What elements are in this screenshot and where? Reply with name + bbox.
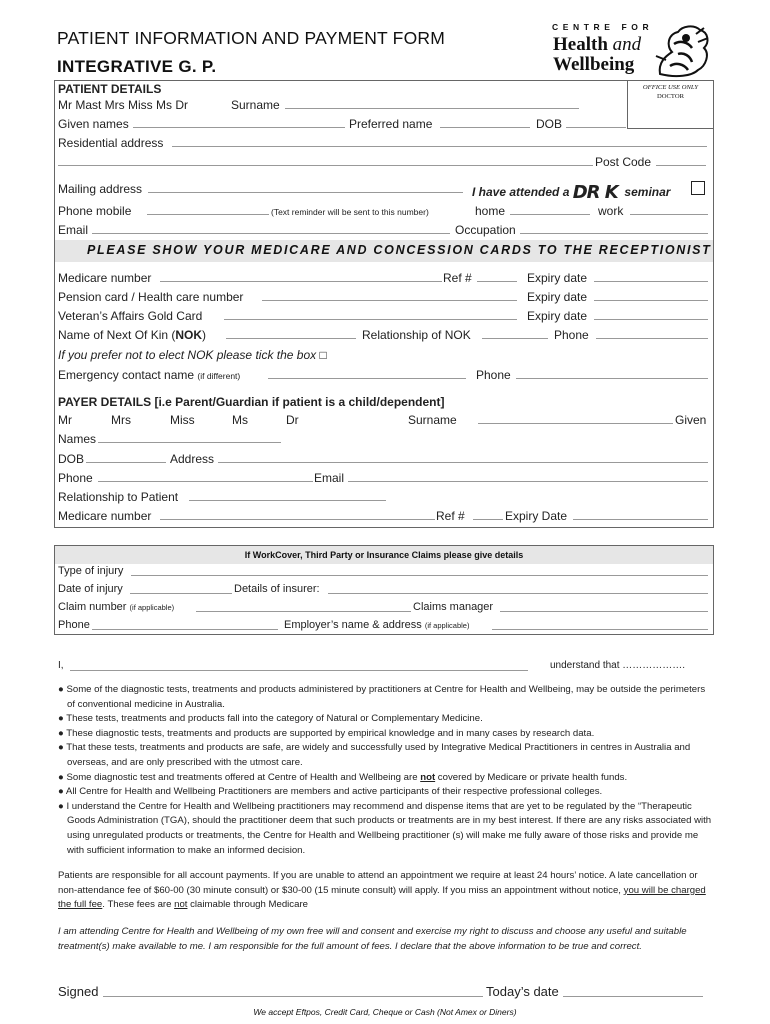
emergency-contact-label: Emergency contact name (if different) [58, 368, 241, 382]
workcover-phone-label: Phone [58, 619, 90, 631]
payer-dob-label: DOB [58, 452, 85, 466]
payer-names-field[interactable] [98, 432, 281, 443]
todays-date-label: Today’s date [486, 984, 559, 999]
nok-label: Name of Next Of Kin (NOK) [58, 328, 207, 342]
payer-title-ms[interactable]: Ms [232, 413, 248, 427]
logo-centre-for: CENTRE FOR [552, 22, 654, 32]
payer-expiry-field[interactable] [573, 509, 708, 520]
mailing-address-label: Mailing address [58, 182, 143, 196]
phone-mobile-field[interactable] [147, 204, 269, 215]
pension-expiry-field[interactable] [594, 290, 708, 301]
payer-ref-field[interactable] [473, 509, 503, 520]
claim-number-field[interactable] [196, 601, 411, 612]
form-title: PATIENT INFORMATION AND PAYMENT FORM [57, 28, 446, 48]
injury-type-label: Type of injury [58, 565, 124, 577]
phone-home-field[interactable] [510, 204, 590, 215]
insurer-label: Details of insurer: [234, 583, 320, 595]
payer-given-label: Given [675, 413, 707, 427]
payer-names-label: Names [58, 432, 97, 446]
insurer-field[interactable] [328, 583, 708, 594]
declaration-text: I am attending Centre for Health and Wellbeing of my own free will and consent and exercise my right to discuss and choose any useful and suitable treatment(s) make available to me. I am responsible for the full amount of fees. I declare that the above information to be true and correct. [58, 926, 687, 952]
handwritten-dr-k: DR K [572, 182, 618, 203]
bullet-item: ● All Centre for Health and Wellbeing Practitioners are members and active participants of their respective professional colleges. [58, 786, 603, 798]
surname-field[interactable] [285, 98, 579, 109]
centre-logo [548, 22, 718, 78]
payer-address-label: Address [170, 452, 215, 466]
payer-phone-label: Phone [58, 471, 93, 485]
payer-medicare-label: Medicare number [58, 509, 152, 523]
pension-expiry-label: Expiry date [527, 290, 588, 304]
medicare-number-field[interactable] [160, 271, 442, 282]
payer-surname-field[interactable] [478, 413, 673, 424]
patient-details-heading: PATIENT DETAILS [58, 82, 162, 96]
veterans-card-field[interactable] [224, 309, 517, 320]
payer-details-heading: PAYER DETAILS [i.e Parent/Guardian if patient is a child/dependent] [58, 395, 445, 409]
veterans-expiry-field[interactable] [594, 309, 708, 320]
dob-field[interactable] [566, 117, 626, 128]
payer-relationship-label: Relationship to Patient [58, 490, 179, 504]
nok-optout-text[interactable]: If you prefer not to elect NOK please tick the box □ [58, 348, 327, 362]
phone-home-label: home [475, 204, 506, 218]
workcover-heading: If WorkCover, Third Party or Insurance Claims please give details [55, 546, 713, 564]
claim-number-label: Claim number (if applicable) [58, 601, 175, 613]
phone-work-label: work [598, 204, 624, 218]
veterans-card-label: Veteran’s Affairs Gold Card [58, 309, 203, 323]
residential-address-label: Residential address [58, 136, 164, 150]
medicare-expiry-field[interactable] [594, 271, 708, 282]
veterans-expiry-label: Expiry date [527, 309, 588, 323]
given-names-label: Given names [58, 117, 129, 131]
payer-title-dr[interactable]: Dr [286, 413, 299, 427]
residential-address-field-2[interactable] [58, 155, 593, 166]
medicare-expiry-label: Expiry date [527, 271, 588, 285]
injury-type-field[interactable] [131, 565, 708, 576]
claims-manager-label: Claims manager [413, 601, 494, 613]
medicare-number-label: Medicare number [58, 271, 152, 285]
payer-expiry-label: Expiry Date [505, 509, 568, 523]
employer-label: Employer’s name & address (if applicable) [284, 619, 470, 631]
payer-phone-field[interactable] [98, 471, 313, 482]
payer-dob-field[interactable] [86, 452, 166, 463]
logo-figure-icon [652, 22, 712, 78]
employer-field[interactable] [492, 619, 708, 630]
payer-medicare-field[interactable] [160, 509, 435, 520]
payer-title-miss[interactable]: Miss [170, 413, 195, 427]
payer-surname-label: Surname [408, 413, 457, 427]
payer-title-mr[interactable]: Mr [58, 413, 72, 427]
given-names-field[interactable] [133, 117, 345, 128]
nok-phone-label: Phone [554, 328, 589, 342]
bullet-item: ● These diagnostic tests, treatments and products are supported by empirical knowledge and in many cases by research data. [58, 727, 595, 739]
payer-email-field[interactable] [348, 471, 708, 482]
medicare-ref-label: Ref # [443, 271, 472, 285]
workcover-phone-field[interactable] [92, 619, 278, 630]
email-label: Email [58, 223, 89, 237]
surname-label: Surname [231, 98, 280, 112]
bullet-item: ● I understand the Centre for Health and Wellbeing practitioners may recommend and dispense items that are yet to be regulated by the “Therapeutic Goods Administration (TGA), should the practitioner deem that such products or treatments are in my best interest. If there are any risks associated with using unregulated products or treatments, the Centre for Health and Wellbeing practitioner (s) will make me fully aware of those risks and provide me with sufficient information to make an informed decision. [58, 800, 712, 856]
occupation-field[interactable] [520, 223, 708, 234]
logo-health-and: Health and [553, 34, 642, 55]
text-reminder-note: (Text reminder will be sent to this number) [271, 207, 429, 217]
bullet-item: ● That these tests, treatments and products are safe, are widely and successfully used by Integrative Medical Practitioners in centres in Australia and overseas, and are only prescribed with the utmost care. [58, 742, 691, 768]
medicare-ref-field[interactable] [477, 271, 517, 282]
office-use-label: OFFICE USE ONLY [642, 84, 699, 91]
bullet-item: ● Some of the diagnostic tests, treatments and products administered by practitioners at Centre for Health and Wellbeing, may be outside the perimeters of conventional medicine in Australia. [58, 684, 706, 710]
bullet-item: ● These tests, treatments and products fall into the category of Natural or Complementary Medicine. [58, 713, 483, 725]
email-field[interactable] [92, 223, 450, 234]
injury-date-field[interactable] [130, 583, 232, 594]
post-code-field[interactable] [656, 155, 706, 166]
medicare-banner [55, 240, 713, 262]
pension-card-label: Pension card / Health care number [58, 290, 244, 304]
medicare-banner-text: PLEASE SHOW YOUR MEDICARE AND CONCESSION CARDS TO THE RECEPTIONIST [87, 243, 712, 257]
nok-field[interactable] [226, 328, 356, 339]
dob-label: DOB [536, 117, 563, 131]
occupation-label: Occupation [455, 223, 516, 237]
nok-phone-field[interactable] [596, 328, 708, 339]
todays-date-field[interactable] [563, 986, 703, 997]
payer-ref-label: Ref # [436, 509, 465, 523]
title-options: Mr Mast Mrs Miss Ms Dr [58, 98, 188, 112]
payer-address-field[interactable] [218, 452, 708, 463]
emergency-phone-field[interactable] [516, 368, 708, 379]
pension-card-field[interactable] [262, 290, 517, 301]
consent-name-field[interactable] [70, 660, 528, 671]
nok-relationship-label: Relationship of NOK [362, 328, 471, 342]
signature-field[interactable] [103, 986, 483, 997]
residential-address-field[interactable] [172, 136, 707, 147]
payment-policy-text: Patients are responsible for all account payments. If you are unable to attend an appointment we require at least 24 hours’ notice. A late cancellation or non-attendance fee of $60-00 (30 minute consult) or $30-00 (15 minute consult) will apply. If you miss an appointment without notice, you will be charged the full fee. These fees are not claimable through Medicare [58, 870, 706, 911]
payment-methods-footer: We accept Eftpos, Credit Card, Cheque or Cash (Not Amex or Diners) [253, 1007, 517, 1017]
seminar-checkbox[interactable] [691, 181, 705, 195]
consent-i-label: I, [58, 660, 64, 671]
phone-work-field[interactable] [630, 204, 708, 215]
preferred-name-label: Preferred name [349, 117, 433, 131]
mailing-address-field[interactable] [148, 182, 463, 193]
payer-email-label: Email [314, 471, 345, 485]
understand-text: understand that ………………. [550, 660, 686, 671]
nok-relationship-field[interactable] [482, 328, 548, 339]
signed-label: Signed [58, 984, 99, 999]
preferred-name-field[interactable] [440, 117, 530, 128]
logo-wellbeing: Wellbeing [553, 54, 635, 75]
consent-bullets [58, 683, 713, 858]
emergency-phone-label: Phone [476, 368, 511, 382]
bullet-item-medicare: ● Some diagnostic test and treatments offered at Centre of Health and Wellbeing are not covered by Medicare or private health funds. [58, 771, 628, 783]
claims-manager-field[interactable] [500, 601, 708, 612]
attended-seminar-text: I have attended a DR K seminar [472, 182, 671, 203]
form-subtitle: INTEGRATIVE G. P. [57, 57, 217, 76]
emergency-contact-field[interactable] [268, 368, 466, 379]
phone-mobile-label: Phone mobile [58, 204, 132, 218]
post-code-label: Post Code [595, 155, 652, 169]
office-doctor-label: DOCTOR [657, 93, 684, 100]
injury-date-label: Date of injury [58, 583, 123, 595]
payer-title-mrs[interactable]: Mrs [111, 413, 131, 427]
payer-relationship-field[interactable] [189, 490, 386, 501]
